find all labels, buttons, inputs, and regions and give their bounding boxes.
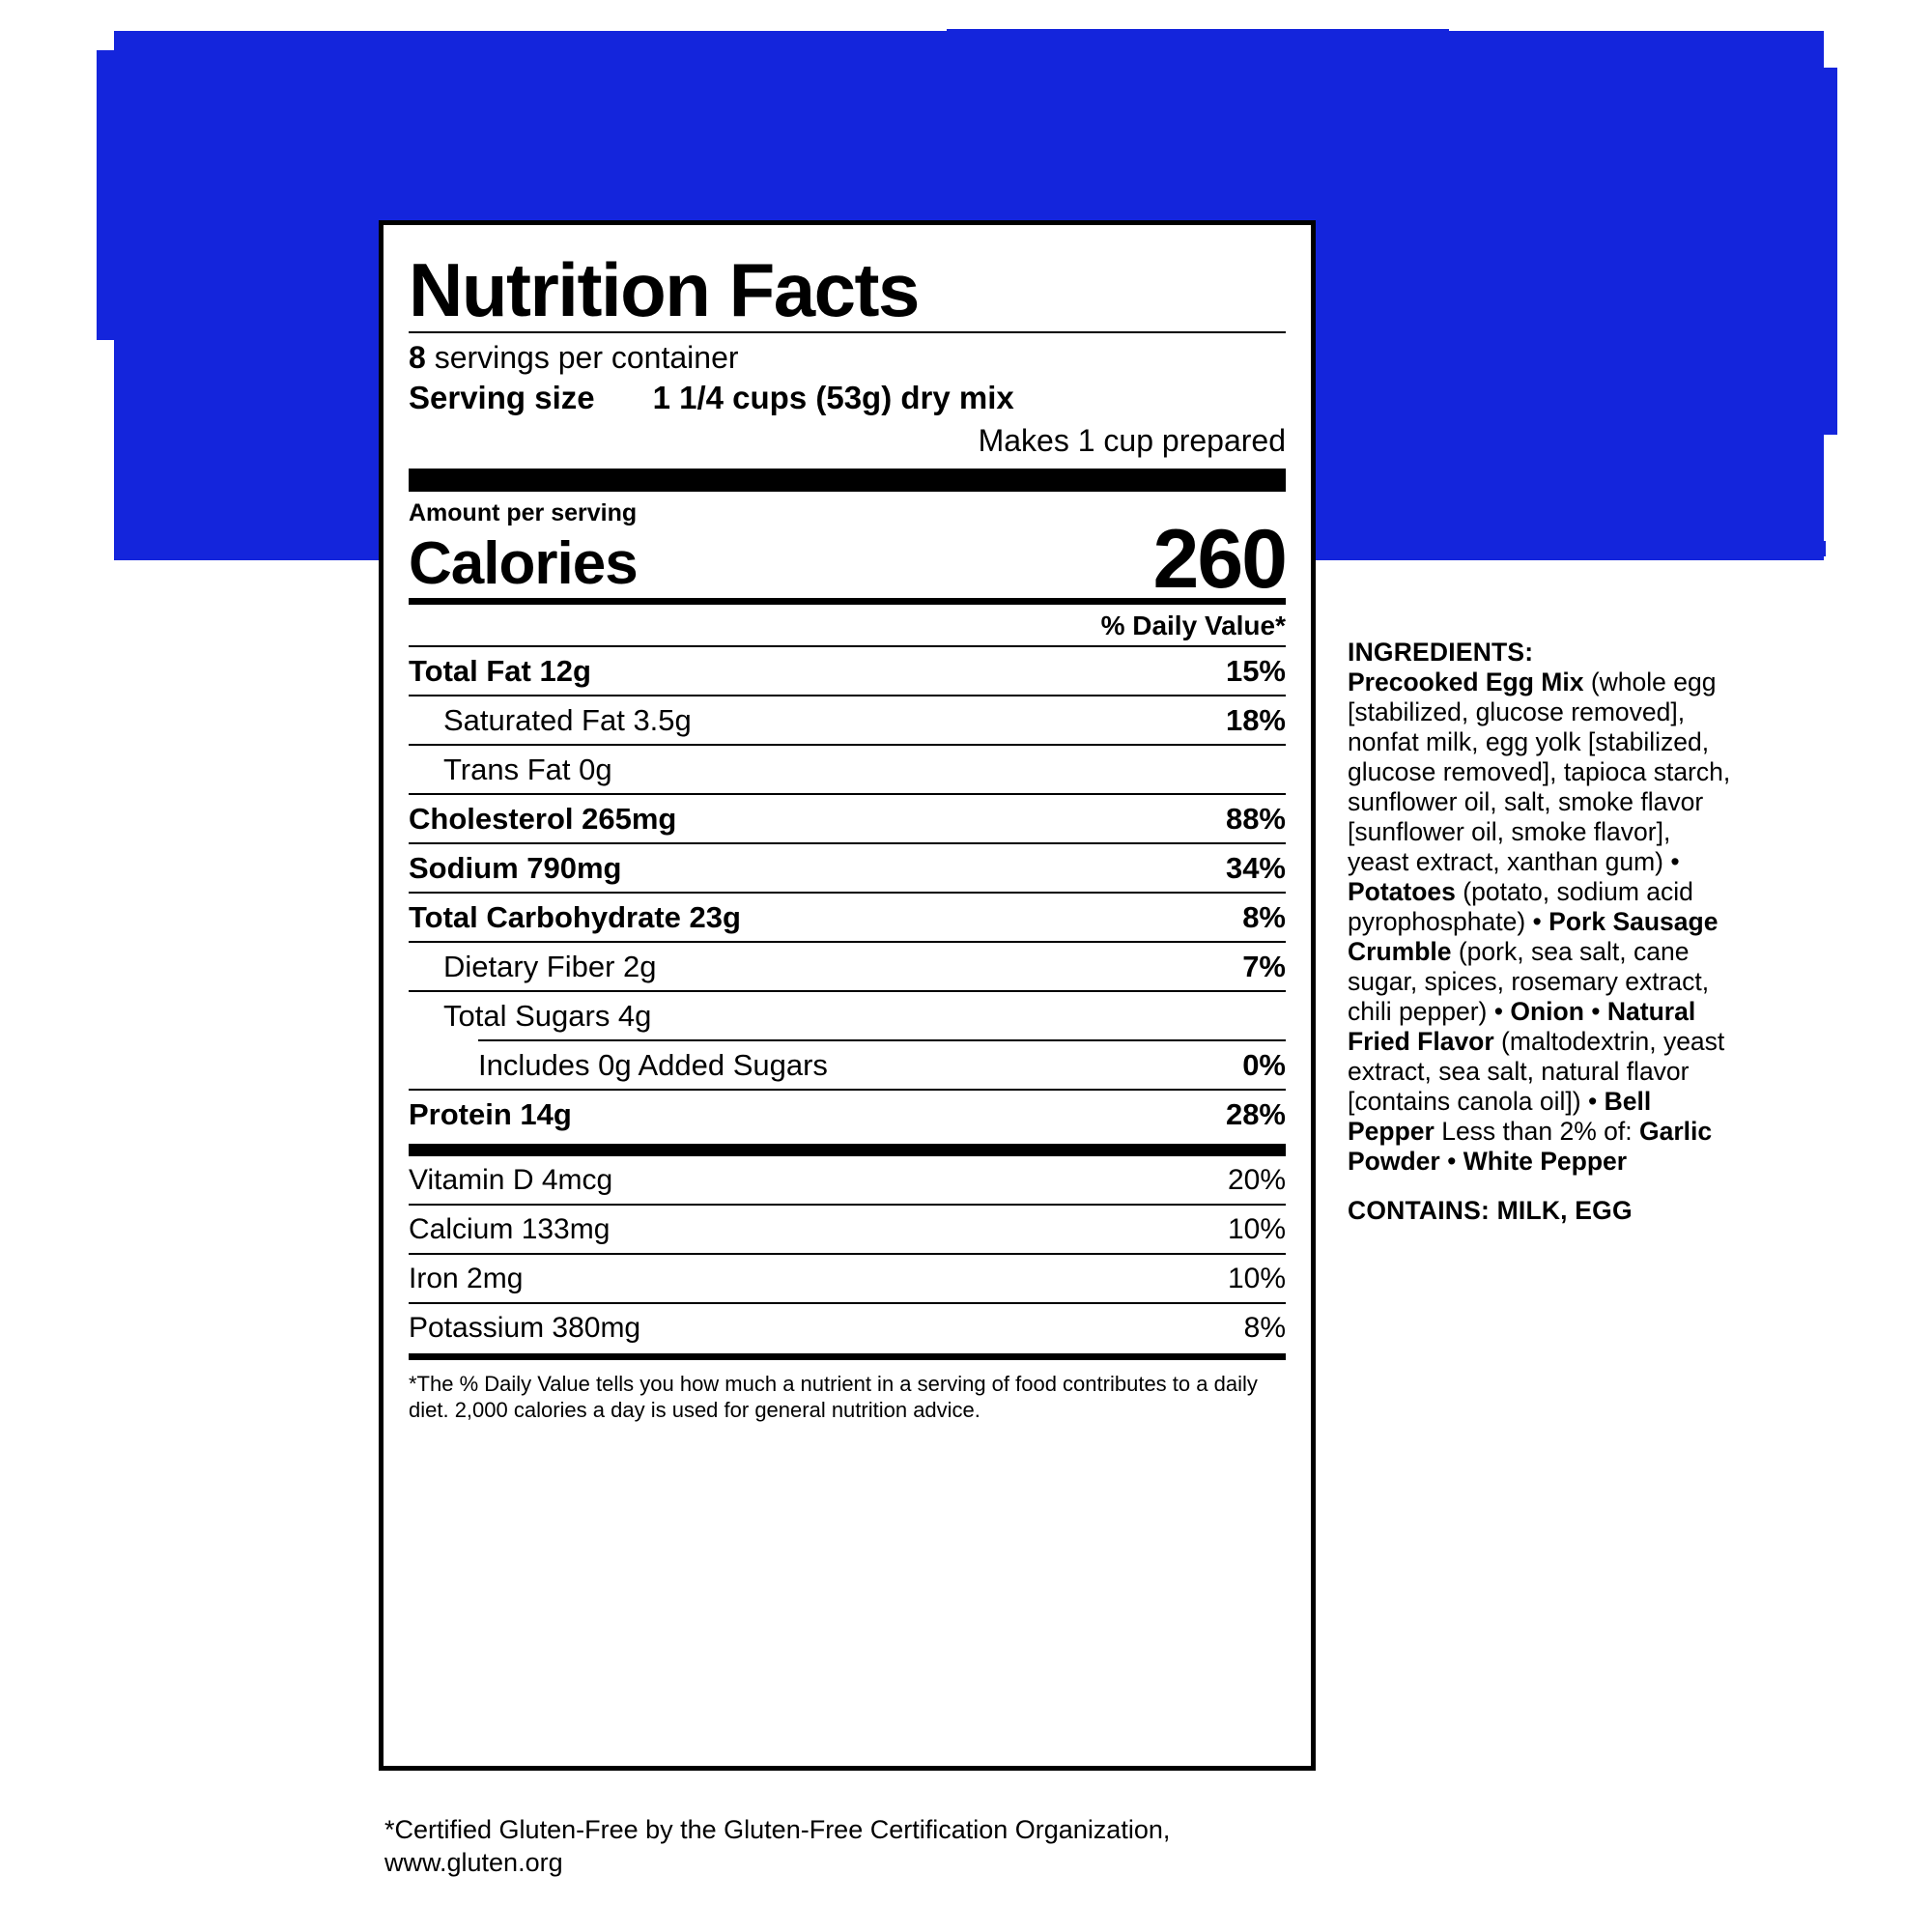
row-potassium: [409, 1302, 1286, 1351]
contains-allergens: CONTAINS: MILK, EGG: [1348, 1196, 1633, 1225]
nutrition-facts-title: Nutrition Facts: [409, 247, 919, 332]
row-vitamin-d-dv: 20%: [1227, 1164, 1286, 1197]
row-saturated-fat: [409, 695, 1286, 744]
row-cholesterol: [409, 793, 1286, 842]
row-calcium-dv: 10%: [1227, 1213, 1286, 1246]
row-protein-dv: 28%: [1225, 1097, 1286, 1132]
daily-value-header: % Daily Value*: [1100, 611, 1286, 641]
row-dietary-fiber-name: Dietary Fiber 2g: [443, 950, 657, 984]
row-protein-name: Protein 14g: [409, 1097, 572, 1132]
serving-size-row: [409, 378, 1286, 419]
banner-fleck-left: [97, 50, 122, 340]
gluten-free-note: *Certified Gluten-Free by the Gluten-Free Certification Organization, www.gluten.org: [384, 1815, 1171, 1877]
row-iron: [409, 1253, 1286, 1302]
row-calcium: [409, 1204, 1286, 1253]
row-vitamin-d-name: Vitamin D 4mcg: [409, 1164, 613, 1197]
row-total-sugars: [409, 990, 1286, 1039]
servings-label: servings per container: [425, 340, 739, 376]
banner-fleck-top-a: [290, 33, 696, 44]
row-added-sugars: [478, 1039, 1286, 1089]
makes-prepared-note: Makes 1 cup prepared: [978, 422, 1286, 458]
row-total-fat-name: Total Fat 12g: [409, 654, 591, 689]
row-total-sugars-name: Total Sugars 4g: [443, 999, 652, 1034]
row-added-sugars-dv: 0%: [1242, 1048, 1286, 1083]
row-sodium: [409, 842, 1286, 892]
ingredients-heading: INGREDIENTS:: [1348, 638, 1534, 667]
divider-before-vitamins: [409, 1144, 1286, 1156]
serving-size-label: Serving size: [409, 380, 595, 416]
row-protein: [409, 1089, 1286, 1138]
row-iron-dv: 10%: [1227, 1263, 1286, 1295]
amount-per-serving-label: Amount per serving: [409, 498, 638, 526]
row-calcium-name: Calcium 133mg: [409, 1213, 611, 1246]
row-dietary-fiber-dv: 7%: [1242, 950, 1286, 984]
banner-fleck-bottom: [1323, 541, 1826, 556]
row-trans-fat-name: Trans Fat 0g: [443, 753, 612, 787]
row-saturated-fat-dv: 18%: [1225, 703, 1286, 738]
row-total-carbohydrate-dv: 8%: [1242, 900, 1286, 935]
row-total-carbohydrate: [409, 892, 1286, 941]
row-sodium-name: Sodium 790mg: [409, 851, 622, 886]
divider-thick-top: [409, 469, 1286, 492]
row-potassium-dv: 8%: [1243, 1312, 1286, 1345]
calories-value: 260: [1152, 512, 1286, 606]
row-total-fat: [409, 645, 1286, 695]
ingredients-body: Precooked Egg Mix (whole egg [stabilized, glucose removed], nonfat milk, egg yolk [stabilized, glucose removed], tapioca starch, sunflower oil, salt, smoke flavor [sunflower oil, smoke flavor], yeast extract, xanthan gum) • Potatoes (potato, sodium acid pyrophosphate) • Pork Sausage Crumble (pork, sea salt, cane sugar, spices, rosemary extract, chili pepper) • Onion • Natural Fried Flavor (maltodextrin, yeast extract, sea salt, natural flavor [contains canola oil]) • Bell Pepper Less than 2% of: Garlic Powder • White Pepper: [1348, 668, 1731, 1176]
ingredients-section: [1348, 638, 1734, 1226]
row-added-sugars-name: Includes 0g Added Sugars: [478, 1048, 828, 1083]
row-iron-name: Iron 2mg: [409, 1263, 524, 1295]
nutrition-facts-panel: [379, 220, 1316, 1771]
row-saturated-fat-name: Saturated Fat 3.5g: [443, 703, 692, 738]
servings-count: 8: [409, 340, 426, 376]
row-total-carbohydrate-name: Total Carbohydrate 23g: [409, 900, 741, 935]
row-dietary-fiber: [409, 941, 1286, 990]
banner-fleck-top-b: [947, 29, 1449, 41]
daily-value-footnote: *The % Daily Value tells you how much a nutrient in a serving of food contributes to a daily diet. 2,000 calories a day is used for general nutrition advice.: [409, 1353, 1286, 1424]
servings-per-container: [409, 333, 1286, 378]
row-vitamin-d: [409, 1156, 1286, 1204]
row-cholesterol-name: Cholesterol 265mg: [409, 802, 677, 837]
banner-fleck-right: [1816, 68, 1837, 435]
row-total-fat-dv: 15%: [1225, 654, 1286, 689]
calories-label: Calories: [409, 530, 638, 598]
serving-size-value: 1 1/4 cups (53g) dry mix: [652, 380, 1014, 416]
row-sodium-dv: 34%: [1225, 851, 1286, 886]
row-potassium-name: Potassium 380mg: [409, 1312, 641, 1345]
row-cholesterol-dv: 88%: [1225, 802, 1286, 837]
row-trans-fat: [409, 744, 1286, 793]
